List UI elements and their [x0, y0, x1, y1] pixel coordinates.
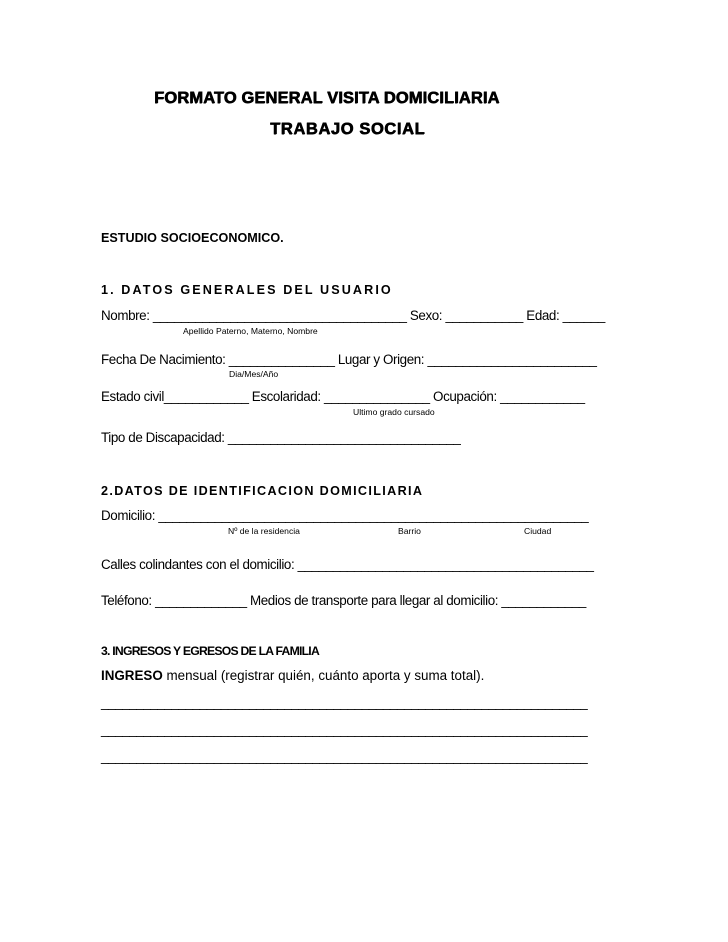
telefono-transporte-field[interactable]: Teléfono: _____________ Medios de transporte para llegar al domicilio: ____________: [101, 593, 586, 608]
escolaridad-hint: Ultimo grado cursado: [353, 407, 435, 417]
section-1-heading: 1. DATOS GENERALES DEL USUARIO: [101, 283, 393, 297]
calles-colindantes-field[interactable]: Calles colindantes con el domicilio: __________________________________________: [101, 557, 594, 572]
section-3-heading: 3. INGRESOS Y EGRESOS DE LA FAMILIA: [101, 644, 319, 658]
form-subtitle: TRABAJO SOCIAL: [270, 120, 426, 138]
nombre-hint: Apellido Paterno, Materno, Nombre: [183, 326, 318, 336]
discapacidad-field[interactable]: Tipo de Discapacidad: _________________________________: [101, 430, 461, 445]
ingreso-label: INGRESO: [101, 668, 163, 683]
residencia-hint: Nº de la residencia: [228, 526, 300, 536]
form-title: FORMATO GENERAL VISITA DOMICILIARIA: [154, 89, 500, 107]
ingreso-blank-line[interactable]: _____________________________________________________________________: [101, 695, 588, 710]
barrio-hint: Barrio: [398, 526, 421, 536]
ingreso-text: mensual (registrar quién, cuánto aporta y suma total).: [162, 668, 485, 683]
nombre-sexo-edad-field[interactable]: Nombre: ____________________________________ Sexo: ___________ Edad: ______: [101, 308, 605, 323]
section-2-heading: 2.DATOS DE IDENTIFICACION DOMICILIARIA: [101, 484, 424, 498]
domicilio-field[interactable]: Domicilio: _____________________________________________________________: [101, 508, 589, 523]
estado-escolaridad-ocupacion-field[interactable]: Estado civil____________ Escolaridad: _______________ Ocupación: ____________: [101, 389, 585, 404]
ingreso-instruction: [101, 668, 484, 683]
ingreso-blank-line[interactable]: _____________________________________________________________________: [101, 722, 588, 737]
fecha-lugar-field[interactable]: Fecha De Nacimiento: _______________ Lugar y Origen: ________________________: [101, 352, 597, 367]
ciudad-hint: Ciudad: [524, 526, 552, 536]
study-heading: ESTUDIO SOCIOECONOMICO.: [101, 231, 284, 245]
fecha-hint: Dia/Mes/Año: [229, 369, 279, 379]
ingreso-blank-line[interactable]: _____________________________________________________________________: [101, 749, 588, 764]
